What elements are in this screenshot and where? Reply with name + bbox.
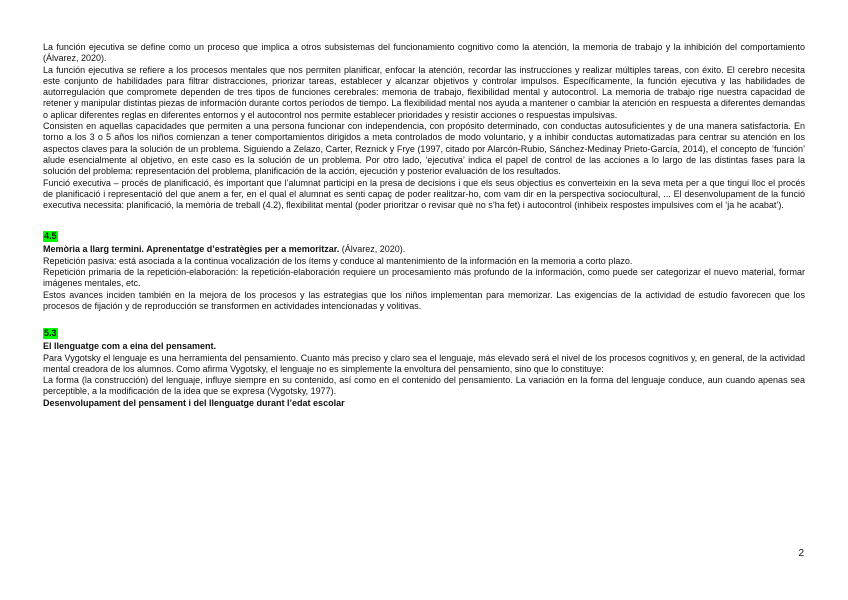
- paragraph: La forma (la construcción) del lenguaje, influye siempre en su contenido, así como en el contenido del pensamiento. La variación en la forma del lenguaje conduce, aun cuando apenas sea perceptible, a la modificación de la idea que se expresa (Vygotsky, 1977).: [43, 375, 805, 397]
- paragraph: Funció executiva – procés de planificació, és important que l’alumnat participi en la presa de decisions i que els seus objectius es converteixin en la seva meta per a que tingui lloc el procés de planificació i representació del que anem a fer, en el qual el alumnat es senti capaç de poder realitzar-ho, com vam dir en la perspectiva sociocultural, ... El desenvolupament de la funció executiva necessita: planificació, la memòria de treball (4.2), flexibilitat mental (poder prioritzar o revisar què no s’ha fet) i autocontrol (inhibeix respostes impulsives com el ‘ja he acabat’).: [43, 177, 805, 211]
- highlighted-section-number: 5.3: [44, 328, 57, 339]
- page-number: 2: [798, 548, 804, 559]
- paragraph: Repetición primaria de la repetición-elaboración: la repetición-elaboración requiere un procesamiento más profundo de la información, como puede ser categorizar el nuevo material, formar imágenes mentales, etc.: [43, 267, 805, 289]
- section-number-4-5: [43, 226, 805, 244]
- sub-heading: Desenvolupament del pensament i del llenguatge durant l’edat escolar: [43, 397, 345, 408]
- paragraph: Estos avances inciden también en la mejora de los procesos y las estrategias que los niños implementan para memorizar. Las exigencias de la actividad de estudio favorecen que los procesos de fijación y de reproducción se transformen en actividades intencionadas y volitivas.: [43, 289, 805, 311]
- paragraph: La función ejecutiva se define como un proceso que implica a otros subsistemas del funcionamiento cognitivo como la atención, la memoria de trabajo y la inhibición del comportamiento (Álvarez, 2020).: [43, 42, 805, 64]
- highlighted-section-number: 4.5: [44, 231, 57, 242]
- section-heading-title: Memòria a llarg termini. Aprenentatge d’estratègies per a memoritzar.: [43, 244, 340, 255]
- page-content: [43, 42, 805, 409]
- section-heading: [43, 244, 805, 255]
- section-heading-citation: (Álvarez, 2020).: [339, 244, 406, 255]
- paragraph: Repetición pasiva: está asociada a la continua vocalización de los ítems y conduce al mantenimiento de la información en la memoria a corto plazo.: [43, 255, 633, 266]
- paragraph: La función ejecutiva se refiere a los procesos mentales que nos permiten planificar, enfocar la atención, recordar las instrucciones y realizar múltiples tareas, con éxito. El cerebro necesita este conjunto de habilidades para filtrar distracciones, priorizar tareas, establecer y alcanzar objetivos y controlar impulsos. Específicamente, la función ejecutiva y las habilidades de autorregulación que compromete dependen de tres tipos de funciones cerebrales: memoria de trabajo, flexibilidad mental y autocontrol. La memoria de trabajo rige nuestra capacidad de retener y manipular distintas piezas de información durante cortos períodos de tiempo. La flexibilidad mental nos ayuda a mantener o cambiar la atención en respuesta a diferentes demandas o aplicar diferentes reglas en diferentes entornos y el autocontrol nos permite establecer prioridades y resistir acciones o respuestas impulsivas.: [43, 64, 805, 120]
- paragraph: Consisten en aquellas capacidades que permiten a una persona funcionar con independencia, con propósito determinado, con conductas autosuficientes y de una manera satisfactoria. En torno a los 3 o 5 años los niños comienzan a tener comportamientos dirigidos a meta controlados de modo voluntario, y a inhibir conductas automatizadas para centrar su atención en los aspectos claves para la solución de un problema. Siguiendo a Zelazo, Carter, Reznick y Frye (1997, citado por Alarcón-Rubio, Sánchez-Medinay Prieto-García, 2014), el concepto de ‘función’ alude esencialmente al objetivo, en este caso es la solución de un problema. Por otro lado, ‘ejecutiva’ indica el papel de control de las acciones a lo largo de las distintas fases para la solución del problema: representación del problema, planificación de la acción, ejecución y posterior evaluación de los resultados.: [43, 121, 805, 177]
- paragraph: Para Vygotsky el lenguaje es una herramienta del pensamiento. Cuanto más preciso y claro sea el lenguaje, más elevado será el nivel de los procesos cognitivos y, en general, de la actividad mental creadora de los alumnos. Como afirma Vygotsky, el lenguaje no es simplemente la envoltura del pensamiento, sino que lo constituye:: [43, 352, 805, 374]
- section-heading: El llenguatge com a eina del pensament.: [43, 341, 217, 352]
- section-number-5-3: [43, 323, 805, 341]
